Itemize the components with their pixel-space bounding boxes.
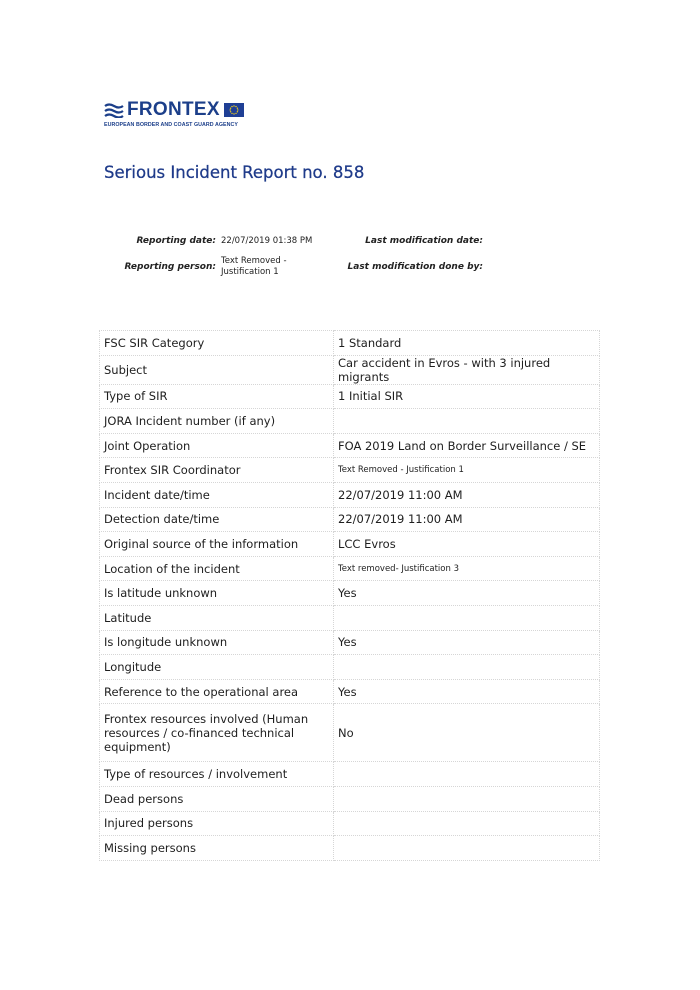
- table-row: [100, 409, 600, 434]
- row-value: Text Removed - Justification 1: [334, 458, 600, 483]
- row-value: [334, 836, 600, 861]
- table-row: [100, 331, 600, 356]
- last-modification-date-label: Last modification date:: [365, 236, 483, 246]
- row-value: No: [334, 704, 600, 762]
- table-row: [100, 482, 600, 507]
- row-label: Dead persons: [100, 786, 334, 811]
- row-value: 22/07/2019 11:00 AM: [334, 507, 600, 532]
- row-value: Yes: [334, 679, 600, 704]
- incident-details-table: [99, 330, 600, 861]
- row-label: Detection date/time: [100, 507, 334, 532]
- reporting-date-label: Reporting date:: [136, 236, 216, 246]
- row-value: Yes: [334, 581, 600, 606]
- table-row: [100, 811, 600, 836]
- eu-flag-icon: [224, 103, 244, 117]
- row-value: [334, 811, 600, 836]
- table-row: [100, 679, 600, 704]
- table-row: [100, 836, 600, 861]
- logo-wordmark: FRONTEX: [127, 99, 220, 120]
- row-label: Frontex SIR Coordinator: [100, 458, 334, 483]
- table-row: [100, 630, 600, 655]
- row-label: Longitude: [100, 655, 334, 680]
- row-label: Reference to the operational area: [100, 679, 334, 704]
- row-label: Frontex resources involved (Human resources / co-financed technical equipment): [100, 704, 334, 762]
- row-value: [334, 605, 600, 630]
- row-label: Original source of the information: [100, 532, 334, 557]
- table-row: [100, 507, 600, 532]
- row-label: Latitude: [100, 605, 334, 630]
- row-value: Yes: [334, 630, 600, 655]
- row-value: [334, 786, 600, 811]
- row-value: 1 Standard: [334, 331, 600, 356]
- row-label: Incident date/time: [100, 482, 334, 507]
- reporting-person-value-line1: Text Removed -: [221, 256, 287, 266]
- last-modification-by-label: Last modification done by:: [347, 262, 483, 272]
- row-value: [334, 762, 600, 787]
- row-label: Injured persons: [100, 811, 334, 836]
- row-label: Joint Operation: [100, 433, 334, 458]
- table-row: [100, 355, 600, 384]
- table-row: [100, 581, 600, 606]
- reporting-date-value: 22/07/2019 01:38 PM: [221, 236, 313, 246]
- row-value: Car accident in Evros - with 3 injured migrants: [334, 355, 600, 384]
- report-title: Serious Incident Report no. 858: [104, 163, 365, 182]
- row-value: 22/07/2019 11:00 AM: [334, 482, 600, 507]
- row-value: 1 Initial SIR: [334, 384, 600, 409]
- table-row: [100, 458, 600, 483]
- table-row: [100, 655, 600, 680]
- table-row: [100, 532, 600, 557]
- frontex-wave-icon: [104, 102, 124, 118]
- row-value: Text removed- Justification 3: [334, 556, 600, 581]
- row-label: Location of the incident: [100, 556, 334, 581]
- row-label: Type of resources / involvement: [100, 762, 334, 787]
- row-label: Is latitude unknown: [100, 581, 334, 606]
- table-row: [100, 384, 600, 409]
- row-value: [334, 409, 600, 434]
- row-label: FSC SIR Category: [100, 331, 334, 356]
- row-label: JORA Incident number (if any): [100, 409, 334, 434]
- reporting-person-label: Reporting person:: [124, 262, 216, 272]
- row-value: LCC Evros: [334, 532, 600, 557]
- table-row: [100, 556, 600, 581]
- table-row: [100, 786, 600, 811]
- reporting-person-value-line2: Justification 1: [221, 267, 279, 277]
- table-row: [100, 433, 600, 458]
- table-row: [100, 605, 600, 630]
- frontex-logo: [104, 100, 264, 132]
- row-label: Type of SIR: [100, 384, 334, 409]
- table-row: [100, 704, 600, 762]
- row-value: FOA 2019 Land on Border Surveillance / SE: [334, 433, 600, 458]
- logo-tagline: EUROPEAN BORDER AND COAST GUARD AGENCY: [104, 122, 238, 128]
- row-label: Subject: [100, 355, 334, 384]
- row-label: Is longitude unknown: [100, 630, 334, 655]
- row-value: [334, 655, 600, 680]
- row-label: Missing persons: [100, 836, 334, 861]
- table-row: [100, 762, 600, 787]
- reporting-person-value: [221, 256, 287, 278]
